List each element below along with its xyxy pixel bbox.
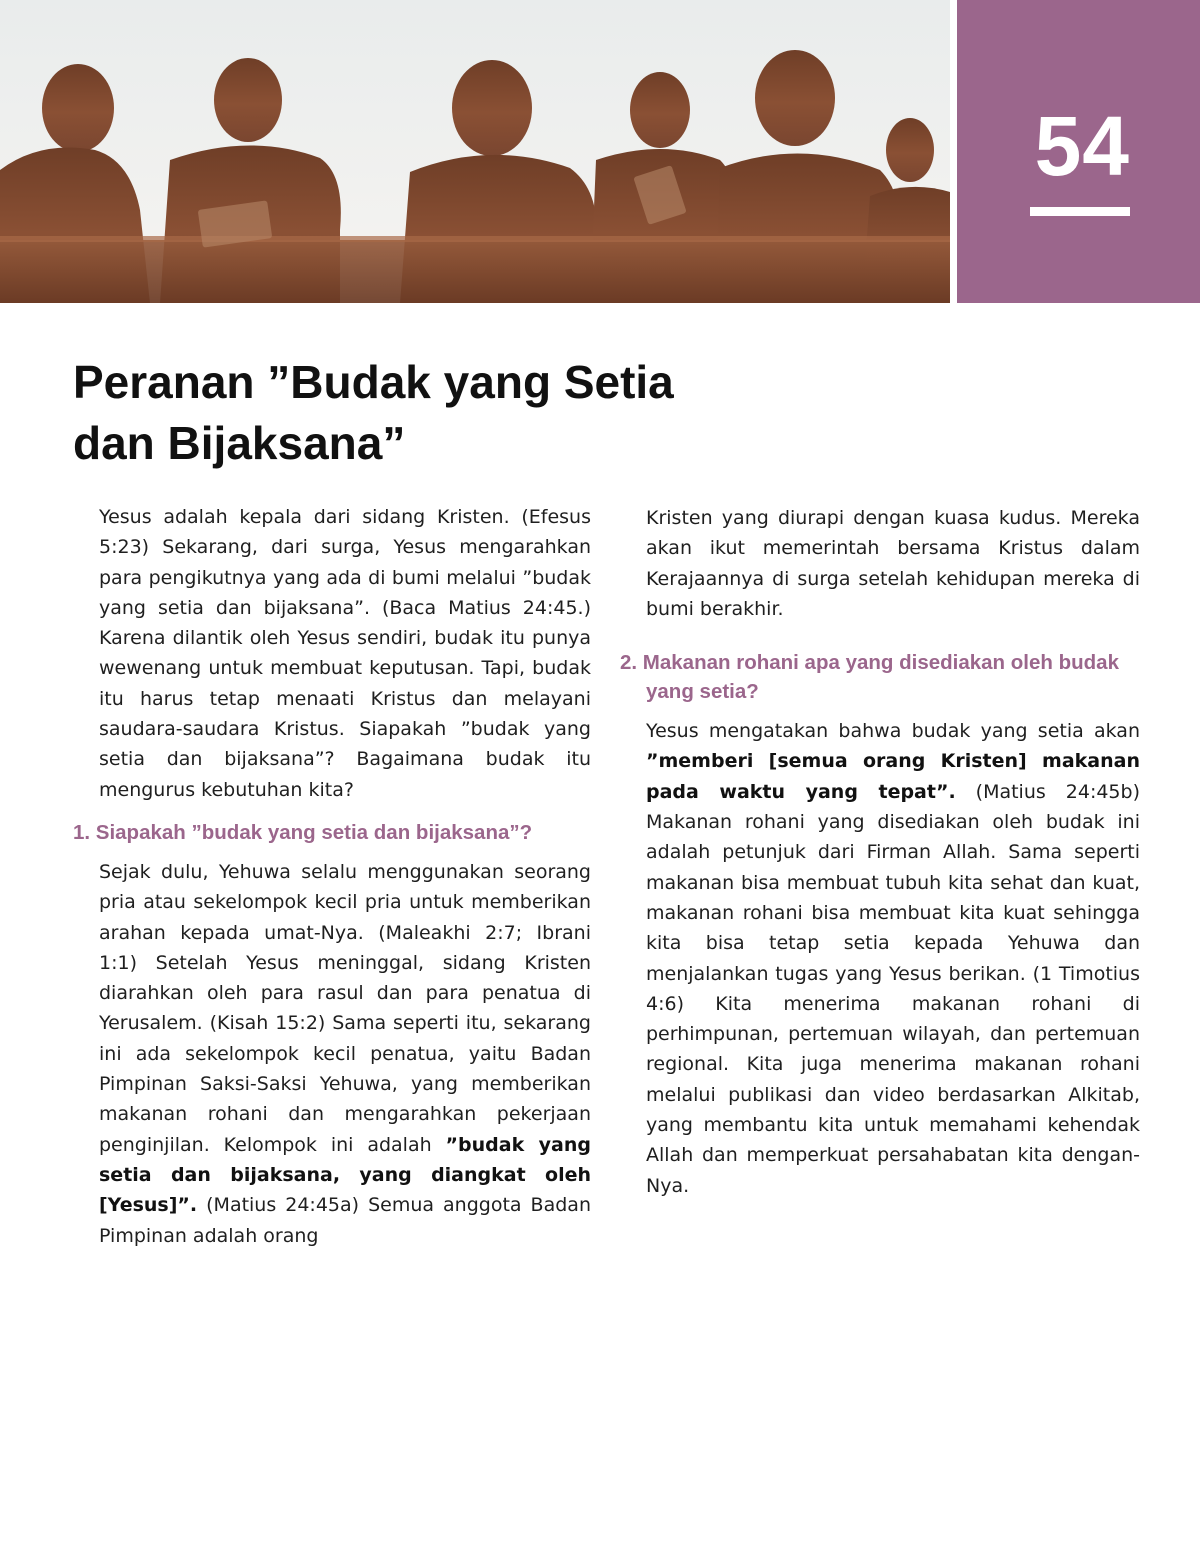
lesson-number-box: [957, 0, 1200, 303]
header-banner-image: [0, 0, 950, 303]
section-2-text-a: Yesus mengatakan bahwa budak yang setia akan: [646, 720, 1140, 743]
lesson-number-underline: [1030, 207, 1130, 216]
left-column: [73, 502, 591, 1251]
meeting-silhouettes-illustration: [0, 0, 950, 303]
intro-paragraph: Yesus adalah kepala dari sidang Kristen. (Efesus 5:23) Sekarang, dari surga, Yesus mengarahkan para pengikutnya yang ada di bumi melalui ”budak yang setia dan bijaksana”. (Baca Matius 24:45.) Karena dilantik oleh Yesus sendiri, budak itu punya wewenang untuk membuat keputusan. Tapi, budak itu harus tetap menaati Kristus dan melayani saudara-saudara Kristus. Siapakah ”budak yang setia dan bijaksana”? Bagaimana budak itu mengurus kebutuhan kita?: [99, 506, 591, 801]
section-1-paragraph-continued: Kristen yang diurapi dengan kuasa kudus. Mereka akan ikut memerintah bersama Kristus dalam Kerajaannya di surga setelah kehidupan mereka di bumi berakhir.: [646, 507, 1140, 620]
section-2-text-b: (Matius 24:45b) Makanan rohani yang disediakan oleh budak ini adalah petunjuk dari Firman Allah. Sama seperti makanan bisa membuat tubuh kita sehat dan kuat, makanan rohani bisa membuat kita kuat sehingga kita bisa tetap setia kepada Yehuwa dan menjalankan tugas yang Yesus berikan. (1 Timotius 4:6) Kita menerima makanan rohani di perhimpunan, pertemuan wilayah, dan pertemuan regional. Kita juga menerima makanan rohani melalui publikasi dan video berdasarkan Alkitab, yang membantu kita untuk memahami kehendak Allah dan memperkuat persahabatan kita dengan-Nya.: [646, 780, 1140, 1197]
section-2-quote: ”memberi [semua orang Kristen] makanan pada waktu yang tepat”.: [646, 750, 1140, 803]
page-title-line-2: dan Bijaksana”: [73, 417, 406, 469]
section-2-paragraph: [646, 716, 1140, 1201]
page-title: [73, 352, 833, 474]
section-1-paragraph: [99, 857, 591, 1251]
section-1-text-b: (Matius 24:45a) Semua anggota Badan Pimpinan adalah orang: [99, 1194, 591, 1247]
page-title-line-1: Peranan ”Budak yang Setia: [73, 356, 674, 408]
lesson-number: 54: [1034, 99, 1130, 193]
section-2-heading: 2. Makanan rohani apa yang disediakan oleh budak yang setia?: [620, 651, 1119, 704]
section-1-text-a: Sejak dulu, Yehuwa selalu menggunakan seorang pria atau sekelompok kecil pria untuk memberikan arahan kepada umat-Nya. (Maleakhi 2:7; Ibrani 1:1) Setelah Yesus meninggal, sidang Kristen diarahkan oleh para rasul dan para penatua di Yerusalem. (Kisah 15:2) Sama seperti itu, sekarang ini ada sekelompok kecil penatua, yaitu Badan Pimpinan Saksi-Saksi Yehuwa, yang memberikan makanan rohani dan mengarahkan pekerjaan penginjilan. Kelompok ini adalah: [99, 860, 591, 1156]
section-1-quote: ”budak yang setia dan bijaksana, yang diangkat oleh [Yesus]”.: [99, 1133, 592, 1217]
section-1-heading: 1. Siapakah ”budak yang setia dan bijaksana”?: [73, 820, 533, 844]
right-column: [620, 503, 1140, 1201]
